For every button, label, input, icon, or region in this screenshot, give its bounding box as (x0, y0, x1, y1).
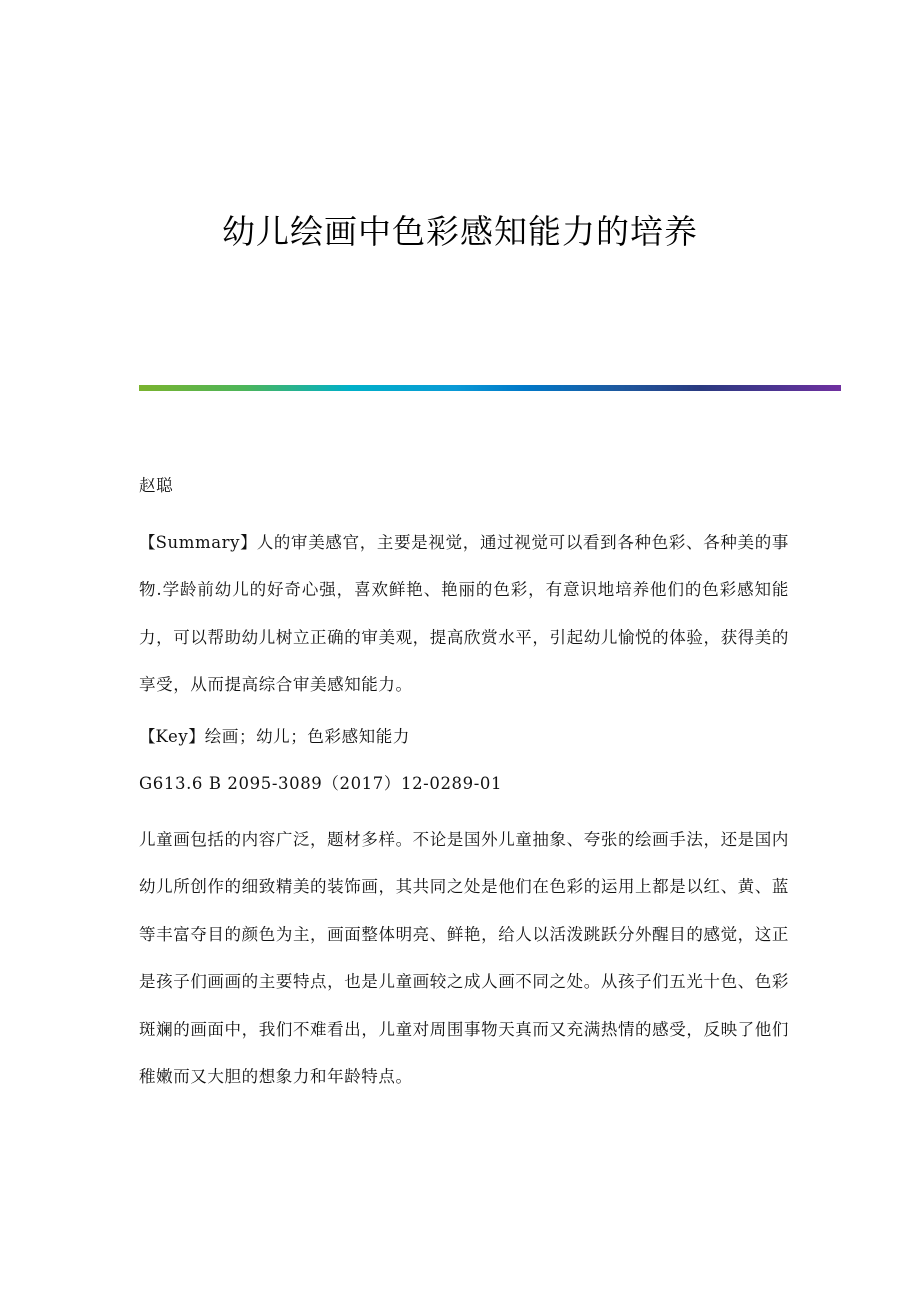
summary-label: Summary (155, 532, 241, 552)
keywords-paragraph (139, 721, 789, 753)
summary-paragraph (139, 519, 789, 709)
summary-label-close: 】 (240, 532, 257, 552)
author-name: 赵聪 (139, 476, 174, 495)
body-paragraph: 儿童画包括的内容广泛，题材多样。不论是国外儿童抽象、夸张的绘画手法，还是国内幼儿所创作的细致精美的装饰画，其共同之处是他们在色彩的运用上都是以红、黄、蓝等丰富夺目的颜色为主，画面整体明亮、鲜艳，给人以活泼跳跃分外醒目的感觉，这正是孩子们画画的主要特点，也是儿童画较之成人画不同之处。从孩子们五光十色、色彩斑斓的画面中，我们不难看出，儿童对周围事物天真而又充满热情的感受，反映了他们稚嫩而又大胆的想象力和年龄特点。 (139, 829, 789, 1086)
keywords-label-close: 】 (188, 726, 205, 746)
keywords-label-open: 【 (139, 726, 156, 746)
document-content (139, 470, 789, 1117)
document-title: 幼儿绘画中色彩感知能力的培养 (222, 212, 698, 251)
gradient-divider (139, 385, 841, 391)
summary-label-open: 【 (139, 532, 156, 552)
classification-code: G613.6 B 2095-3089（2017）12-0289-01 (139, 774, 503, 793)
summary-text: 人的审美感官，主要是视觉，通过视觉可以看到各种色彩、各种美的事物.学龄前幼儿的好奇心强，喜欢鲜艳、艳丽的色彩，有意识地培养他们的色彩感知能力，可以帮助幼儿树立正确的审美观，提高欣赏水平，引起幼儿愉悦的体验，获得美的享受，从而提高综合审美感知能力。 (139, 532, 790, 694)
keywords-text: 绘画；幼儿；色彩感知能力 (204, 726, 410, 746)
keywords-label: Key (155, 726, 189, 746)
